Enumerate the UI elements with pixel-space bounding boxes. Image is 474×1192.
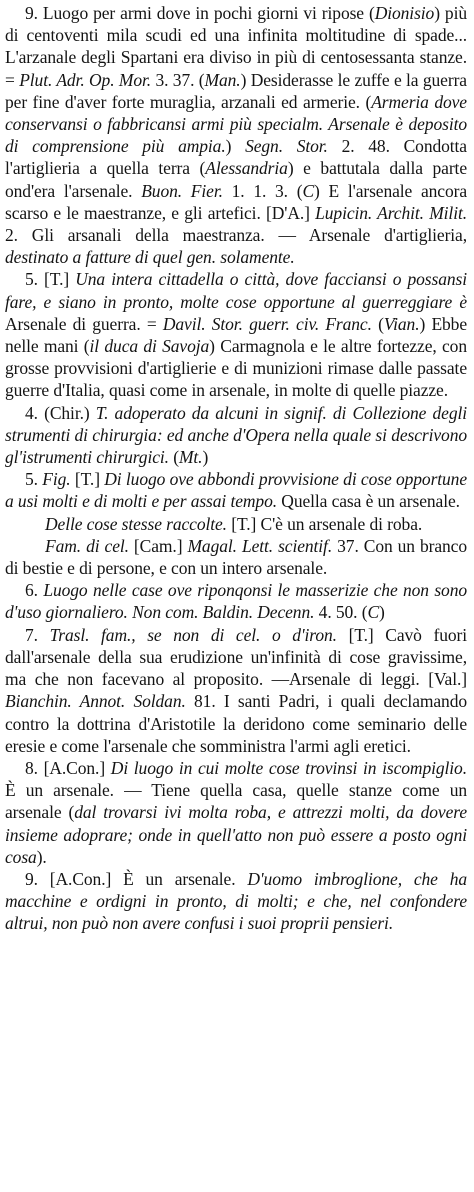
text-run: 5. [T.]	[25, 269, 76, 290]
italic-run: Segn. Stor.	[245, 136, 328, 157]
text-run: Arsenale di guerra. =	[5, 313, 163, 334]
italic-run: Buon. Fier.	[141, 180, 223, 201]
text-run: 5.	[25, 469, 43, 490]
italic-run: Bianchin. Annot. Soldan.	[5, 691, 186, 712]
italic-run: Trasl. fam., se non di cel. o d'iron.	[49, 624, 337, 645]
sense-9-schemer	[5, 868, 467, 935]
text-run: ) e battutala dalla parte ond'era l'arsenale.	[5, 158, 467, 201]
text-run: 1. 1. 3. (	[222, 180, 303, 201]
italic-run: Di luogo in cui molte cose trovinsi in iscompiglio.	[110, 757, 467, 778]
text-run: 7.	[25, 624, 50, 645]
italic-run: Plut. Adr. Op. Mor.	[19, 69, 152, 90]
sense-5-war-arsenal	[5, 268, 467, 401]
sense-9-armory	[5, 2, 467, 268]
text-run: 9. [A.Con.] È un arsenale.	[25, 868, 248, 889]
text-run: 3. 37. (	[151, 69, 205, 90]
text-run: ).	[36, 846, 47, 867]
text-run: 2. Gli arsanali della maestranza. — Arsenale d'artiglieria,	[5, 225, 467, 246]
italic-run: Vian.	[383, 313, 420, 334]
text-run: ) Desiderasse le zuffe e la guerra per fine d'aver forte muraglia, arzanali ed armerie. (	[5, 69, 467, 112]
subsense-collected-things	[5, 513, 467, 535]
italic-run: Luogo nelle case ove riponqonsi le masserizie che non sono d'uso giornaliero. Non com. Baldin. Decenn.	[5, 580, 468, 623]
italic-run: Davil. Stor. guerr. civ. Franc.	[162, 313, 372, 334]
sense-6-storeroom	[5, 579, 467, 623]
sense-8-disorder	[5, 757, 467, 868]
text-run: 4. 50. (	[314, 602, 368, 623]
text-run: 8. [A.Con.]	[25, 757, 111, 778]
italic-run: Man.	[204, 69, 241, 90]
italic-run: Magal. Lett. scientif.	[187, 535, 333, 556]
text-run: (	[168, 447, 179, 468]
text-run: )	[202, 447, 209, 468]
text-run: [T.] Cavò fuori dall'arsenale della sua erudizione un'infinità di cose gravissime, ma che non facevano al proposito. —Arsenale di leggi. [Val.]	[5, 624, 468, 690]
italic-run: T. adoperato da alcuni in signif. di Collezione degli strumenti di chirurgia: ed anche d'Opera nella quale si descrivono gl'istrumenti chirurgici.	[5, 402, 468, 468]
italic-run: Fam. di cel.	[45, 535, 129, 556]
text-run: ) più di centoventi mila scudi ed una infinita moltitudine di spade... L'arzanale degli Spartani era diviso in più di centosessanta stanze. =	[5, 3, 467, 90]
text-run: )	[225, 136, 246, 157]
italic-run: Armeria dove conservansi o fabbricansi armi più specialm. Arsenale è deposito di comprensione più ampia.	[5, 91, 467, 157]
text-run: [Cam.]	[128, 535, 188, 556]
subsense-familiar	[5, 535, 467, 579]
text-run: 81. I santi Padri, i quali declamando contro la dottrina d'Aristotile la deridono come seminario delle eresie e come l'arsenale che somministra l'armi agli eretici.	[5, 691, 467, 756]
sense-7-translated	[5, 624, 467, 757]
text-run: 9. Luogo per armi dove in pochi giorni vi ripose (	[25, 3, 375, 23]
text-run: 6.	[25, 580, 44, 601]
sense-4-surgery	[5, 402, 467, 469]
italic-run: il duca di Savoja	[89, 336, 210, 357]
text-run: Quella casa è un arsenale.	[277, 491, 460, 512]
dictionary-page	[5, 2, 467, 935]
text-run: ) Carmagnola e le altre fortezze, con grosse provvisioni d'artiglierie e di munizioni rimase dalle passate guerre d'Italia, quasi come in arsenale, in molte di quelle piazze.	[5, 336, 467, 401]
italic-run: C	[367, 602, 380, 623]
italic-run: Una intera cittadella o città, dove facciansi o possansi fare, e siano in pronto, molte cose opportune al guerreggiare è	[5, 269, 467, 312]
italic-run: Dionisio	[374, 3, 435, 23]
text-run: )	[379, 602, 385, 623]
text-run: 2. 48. Condotta l'artiglieria a quella terra (	[5, 136, 467, 179]
text-run: 4. (Chir.)	[25, 402, 96, 423]
italic-run: Fig.	[42, 469, 71, 490]
text-run: [T.] C'è un arsenale di roba.	[226, 513, 423, 534]
italic-run: Lupicin. Archit. Milit.	[315, 202, 467, 223]
text-run: [T.]	[70, 469, 105, 490]
italic-run: C	[302, 180, 315, 201]
text-run: (	[371, 313, 384, 334]
sense-5-figurative	[5, 468, 467, 512]
italic-run: Alessandria	[205, 158, 288, 179]
text-run: 37. Con un branco di bestie e di persone, e con un intero arsenale.	[5, 535, 467, 579]
italic-run: D'uomo imbroglione, che ha macchine e ordigni in pronto, di molti; e che, nel confondere altrui, non può non avere confusi i suoi proprii pensieri.	[5, 868, 467, 934]
italic-run: Mt.	[178, 447, 203, 468]
italic-run: Delle cose stesse raccolte.	[45, 513, 227, 534]
italic-run: Di luogo ove abbondi provvisione di cose opportune a usi molti e di molti e per assai tempo.	[5, 469, 468, 512]
italic-run: dal trovarsi ivi molta roba, e attrezzi molti, da dovere insieme adoprare; onde in quell'atto non può essere a posto ogni cosa	[5, 802, 467, 867]
text-run: ) Ebbe nelle mani (	[5, 313, 467, 357]
text-run: ) E l'arsenale ancora scarso e le maestranze, e gli artefici. [D'A.]	[5, 180, 468, 223]
italic-run: destinato a fatture di quel gen. solamente.	[5, 247, 295, 268]
text-run: È un arsenale. — Tiene quella casa, quelle stanze come un arsenale (	[5, 780, 467, 823]
